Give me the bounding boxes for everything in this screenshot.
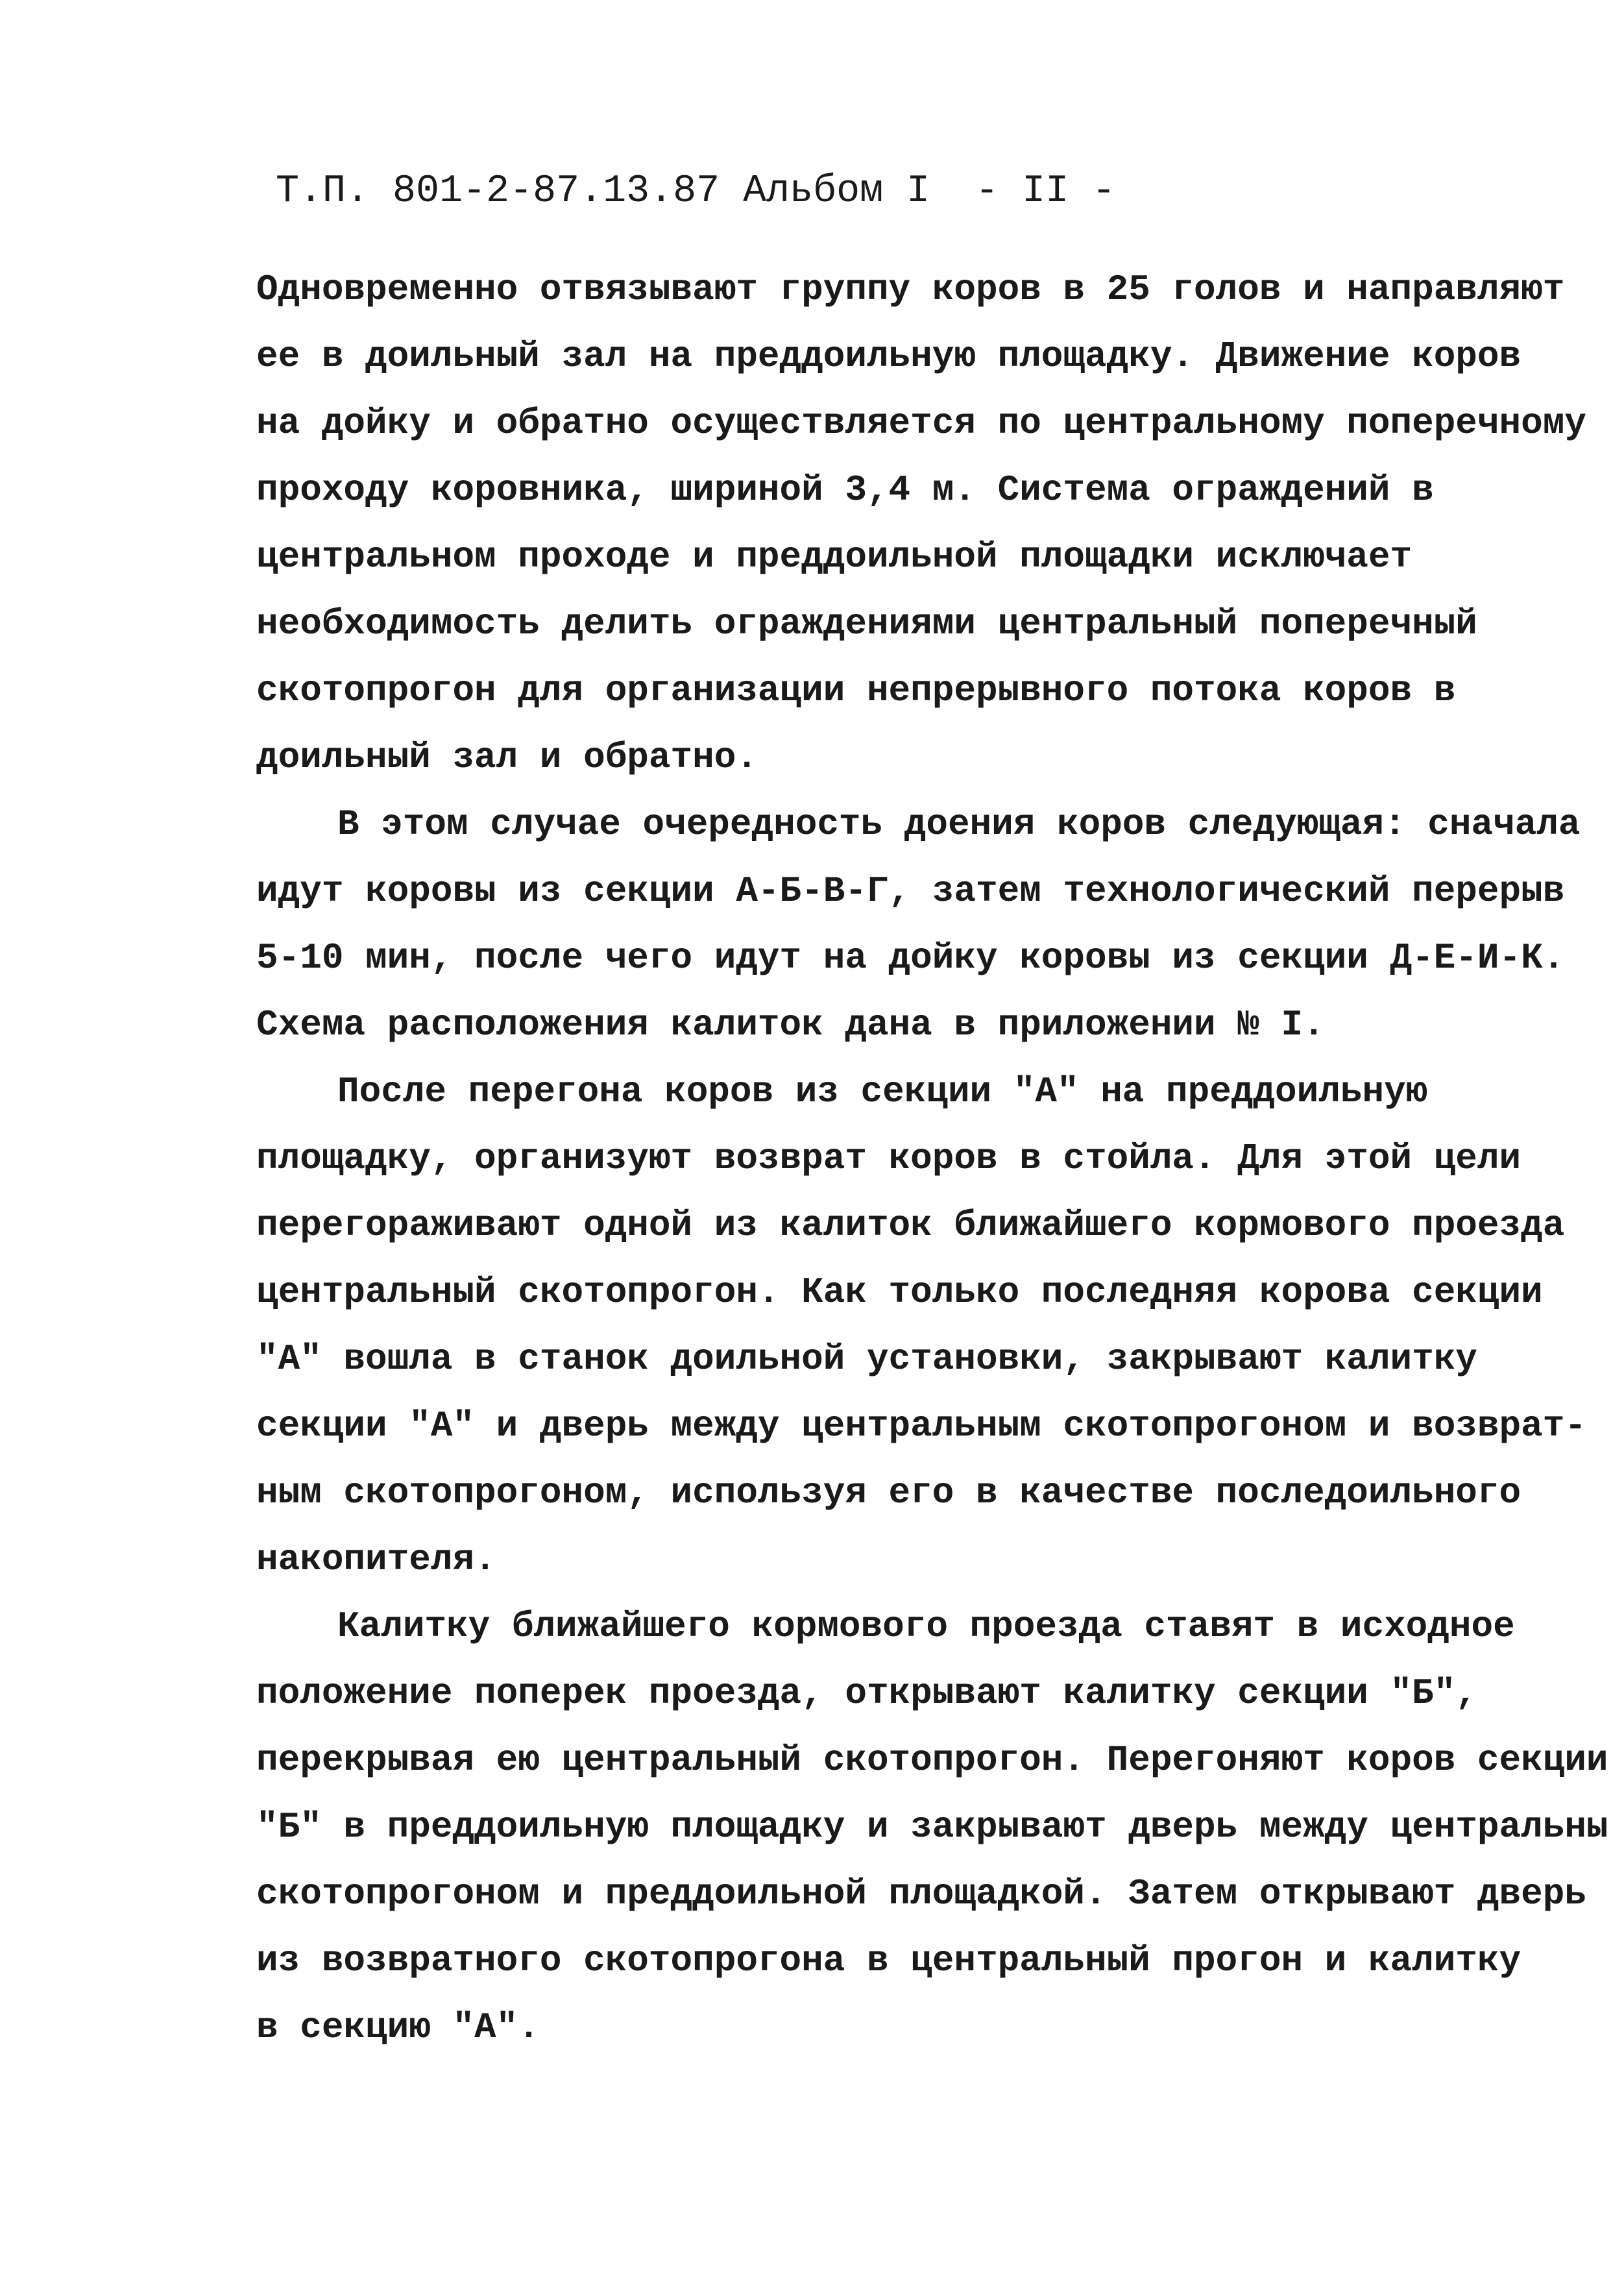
text-line: идут коровы из секции А-Б-В-Г, затем технологический перерыв bbox=[256, 870, 1565, 912]
text-line: После перегона коров из секции "А" на преддоильную bbox=[337, 1071, 1428, 1112]
paragraph-4 bbox=[256, 1593, 1608, 2061]
text-line: ным скотопрогоном, используя его в качестве последоильного bbox=[256, 1472, 1521, 1513]
text-line: Одновременно отвязывают группу коров в 25 голов и направляют bbox=[256, 269, 1565, 310]
text-line: центральный скотопрогон. Как только последняя корова секции bbox=[256, 1271, 1543, 1313]
paragraph-3 bbox=[256, 1058, 1586, 1593]
document-reference: Т.П. 801-2-87.13.87 Альбом I bbox=[276, 169, 930, 214]
text-line: секции "А" и дверь между центральным скотопрогоном и возврат- bbox=[256, 1405, 1586, 1447]
paragraph-1 bbox=[256, 256, 1586, 791]
text-line: 5-10 мин, после чего идут на дойку коровы из секции Д-Е-И-К. bbox=[256, 937, 1565, 979]
text-line: в секцию "А". bbox=[256, 2007, 540, 2048]
page-header bbox=[276, 165, 1115, 217]
page-number: - II - bbox=[975, 169, 1116, 214]
text-line: ее в доильный зал на преддоильную площадку. Движение коров bbox=[256, 336, 1521, 377]
text-line: необходимость делить ограждениями центральный поперечный bbox=[256, 603, 1477, 644]
text-line: "Б" в преддоильную площадку и закрывают дверь между центральны bbox=[256, 1806, 1608, 1848]
text-line: центральном проходе и преддоильной площадки исключает bbox=[256, 536, 1412, 578]
text-line: перегораживают одной из калиток ближайшего кормового проезда bbox=[256, 1205, 1565, 1246]
text-line: "А" вошла в станок доильной установки, закрывают калитку bbox=[256, 1338, 1477, 1380]
text-line: Схема расположения калиток дана в приложении № I. bbox=[256, 1004, 1325, 1046]
text-line: В этом случае очередность доения коров следующая: сначала bbox=[337, 803, 1581, 845]
text-line: скотопрогон для организации непрерывного потока коров в bbox=[256, 670, 1456, 711]
text-line: на дойку и обратно осуществляется по центральному поперечному bbox=[256, 402, 1586, 444]
text-line: из возвратного скотопрогона в центральный прогон и калитку bbox=[256, 1940, 1521, 1981]
text-line: скотопрогоном и преддоильной площадкой. Затем открывают дверь bbox=[256, 1873, 1586, 1914]
paragraph-2 bbox=[256, 791, 1581, 1058]
text-line: доильный зал и обратно. bbox=[256, 737, 758, 778]
text-line: накопителя. bbox=[256, 1539, 496, 1580]
document-body bbox=[256, 256, 1608, 2061]
text-line: Калитку ближайшего кормового проезда ставят в исходное bbox=[337, 1606, 1515, 1647]
text-line: перекрывая ею центральный скотопрогон. Перегоняют коров секции bbox=[256, 1739, 1608, 1781]
text-line: проходу коровника, шириной 3,4 м. Система ограждений в bbox=[256, 469, 1434, 511]
text-line: положение поперек проезда, открывают калитку секции "Б", bbox=[256, 1672, 1477, 1714]
text-line: площадку, организуют возврат коров в стойла. Для этой цели bbox=[256, 1138, 1521, 1179]
